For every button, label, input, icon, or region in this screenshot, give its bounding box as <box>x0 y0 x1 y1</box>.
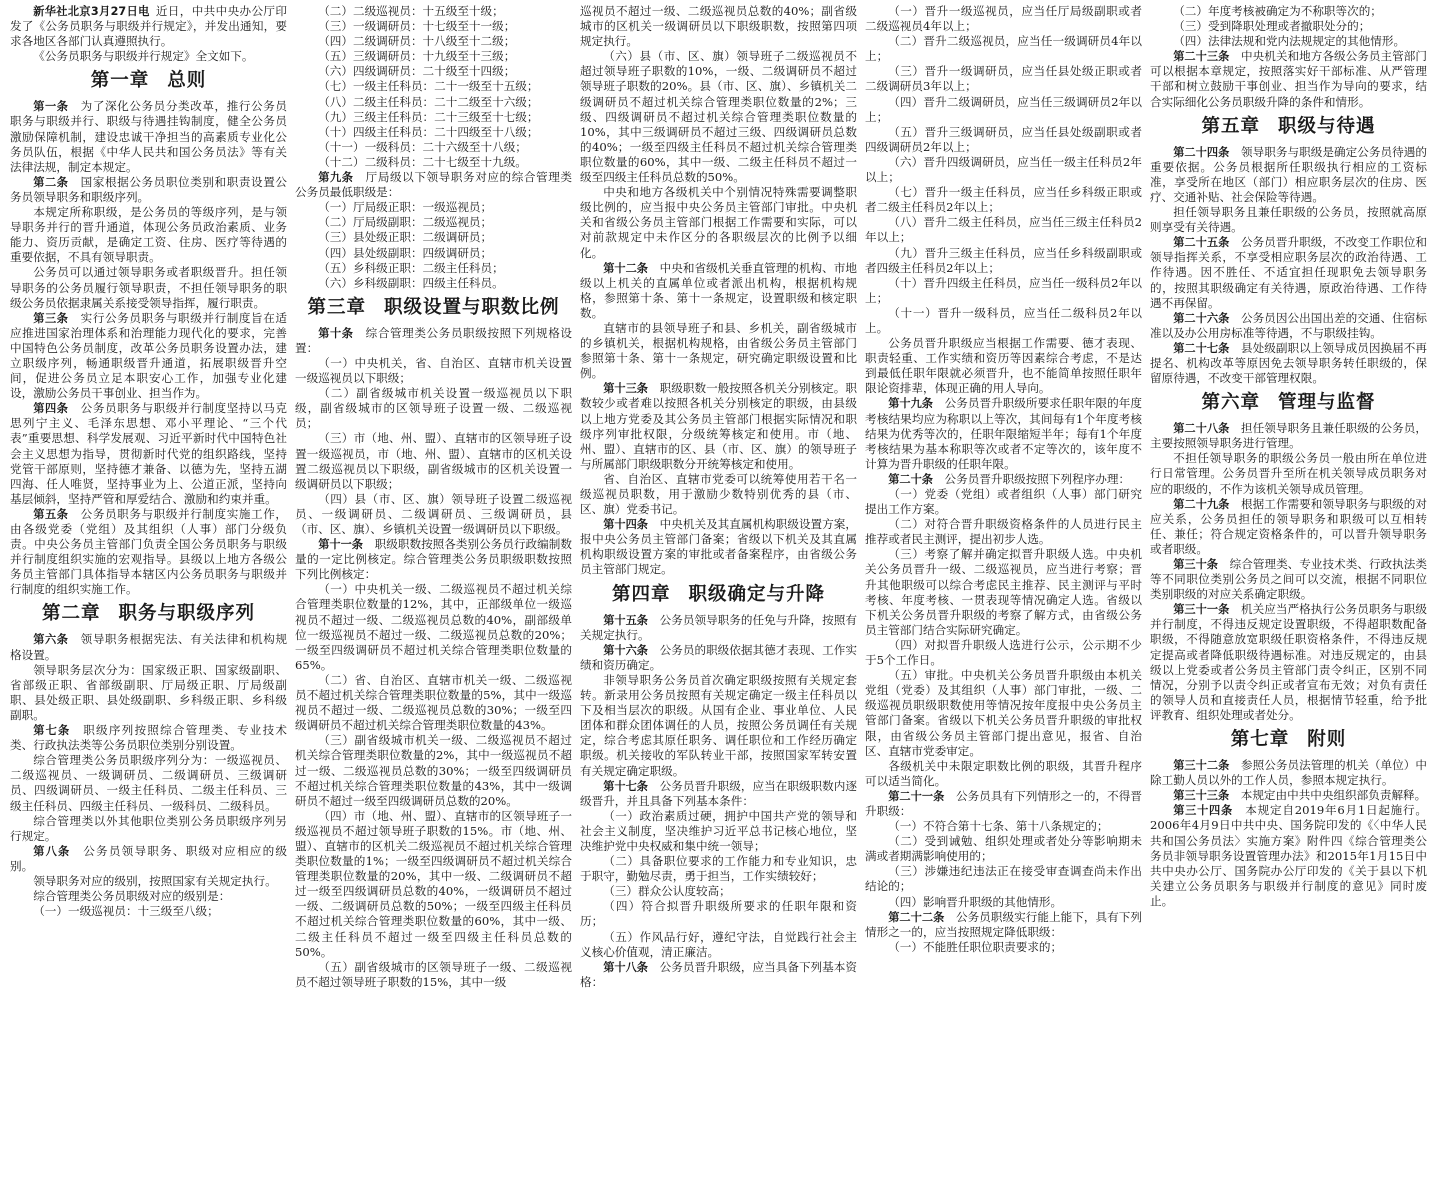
chapter-title: 职级与待遇 <box>1278 115 1376 137</box>
article-paragraph <box>10 175 287 205</box>
paragraph-text: （九）晋升三级主任科员，应当任乡科级副职或者四级主任科员2年以上； <box>865 245 1142 275</box>
body-paragraph <box>865 638 1142 668</box>
paragraph-text: 职级序列按照综合管理类、专业技术类、行政执法类等公务员职位类别分别设置。 <box>10 723 287 753</box>
article-paragraph <box>1150 49 1427 109</box>
paragraph-text: （二）二级巡视员：十五级至十级； <box>318 4 504 18</box>
paragraph-text: （二）对符合晋升职级资格条件的人员进行民主推荐或者民主测评，提出初步人选。 <box>865 517 1142 547</box>
article-paragraph <box>865 472 1142 487</box>
article-paragraph <box>580 779 857 809</box>
article-paragraph <box>580 261 857 321</box>
article-paragraph <box>10 632 287 662</box>
body-paragraph <box>1150 451 1427 496</box>
text-column-2 <box>295 4 572 1171</box>
paragraph-text: （二）副省级城市机关设置一级巡视员以下职级，副省级城市的区领导班子设置一级、二级巡视员； <box>295 386 572 431</box>
body-paragraph <box>865 34 1142 64</box>
body-paragraph <box>580 321 857 381</box>
paragraph-text: 为了深化公务员分类改革，推行公务员职务与职级并行、职级与待遇挂钩制度，健全公务员激励保障机制，建设忠诚干净担当的高素质专业化公务员队伍，根据《中华人民共和国公务员法》等有关法律法规，制定本规定。 <box>10 99 287 174</box>
paragraph-text: （四）影响晋升职级的其他情形。 <box>888 894 1063 909</box>
paragraph-text: 公务员晋升职级，应当在职级职数内逐级晋升，并且具备下列基本条件： <box>580 778 857 808</box>
article-number: 第三十二条 <box>1173 759 1230 773</box>
paragraph-text: （四）法律法规和党内法规规定的其他情形。 <box>1173 34 1406 49</box>
paragraph-text: （二）具备职位要求的工作能力和专业知识，忠于职守，勤勉尽责，勇于担当，工作实绩较好； <box>580 854 857 884</box>
body-paragraph <box>580 472 857 517</box>
paragraph-text: （五）乡科级正职：二级主任科员； <box>318 260 504 275</box>
body-paragraph <box>295 230 572 245</box>
chapter-heading <box>1150 728 1427 752</box>
paragraph-text: （四）市（地、州、盟）、直辖市的区领导班子一级巡视员不超过领导班子职数的15%。市（地、州、盟）、直辖市的区机关二级巡视员不超过机关综合管理类职位数量的1%；一级至四级调研员不超过机关综合管理类职位数量的20%，其中一级、二级调研员不超过一级至四级调研员总数的40%，一级调研员不超过一级、二级调研员总数的50%；一级至四级主任科员不超过机关综合管理类职位数量的60%，其中一级、二级主任科员不超过一级至四级主任科员总数的50%。 <box>295 808 572 959</box>
body-paragraph <box>865 185 1142 215</box>
paragraph-text: 担任领导职务且兼任职级的公务员，主要按照领导职务进行管理。 <box>1150 421 1427 451</box>
body-paragraph <box>295 79 572 94</box>
paragraph-text: （十一）晋升一级科员，应当任二级科员2年以上。 <box>865 305 1142 335</box>
paragraph-text: （二）省、自治区、直辖市机关一级、二级巡视员不超过机关综合管理类职位数量的5%，其中一级巡视员不超过一级、二级巡视员总数的30%；一级至四级调研员不超过机关综合管理类职位数量的43%。 <box>295 672 572 733</box>
article-number: 第六条 <box>33 633 69 647</box>
paragraph-text: （一）不符合第十七条、第十八条规定的； <box>888 819 1109 834</box>
chapter-heading <box>295 296 572 320</box>
paragraph-text: 公务员晋升职级应当根据工作需要、德才表现、职责轻重、工作实绩和资历等因素综合考虑，不是达到最低任职年限就必须晋升，也不能简单按照任职年限论资排辈，体现正确的用人导向。 <box>865 336 1142 396</box>
article-number: 第二十九条 <box>1173 497 1230 511</box>
text-column-4 <box>865 4 1142 1171</box>
article-paragraph <box>1150 557 1427 602</box>
body-paragraph <box>295 64 572 79</box>
paragraph-text: 实行公务员职务与职级并行制度旨在适应推进国家治理体系和治理能力现代化的要求，完善中国特色公务员制度，改革公务员职务设置办法，建立职级序列，畅通职级晋升通道，拓展职级晋升空间，促进公务员立足本职安心工作，加强专业化建设，激励公务员干事创业、担当作为。 <box>10 310 287 401</box>
paragraph-text: 职级职数按照各类别公务员行政编制数量的一定比例核定。综合管理类公务员职级职数按照下列比例核定： <box>295 537 572 582</box>
paragraph-text: （十二）二级科员：二十七级至十九级。 <box>318 154 527 169</box>
body-paragraph <box>295 492 572 537</box>
paragraph-text: 公务员可以通过领导职务或者职级晋升。担任领导职务的公务员履行领导职责，不担任领导职务的职级公务员依据隶属关系接受领导指挥，履行职责。 <box>10 265 287 310</box>
paragraph-text: 公务员晋升职级，应当具备下列基本资格： <box>580 959 857 989</box>
body-paragraph <box>865 64 1142 94</box>
body-paragraph <box>580 899 857 929</box>
article-number: 第三条 <box>33 311 69 325</box>
paragraph-text: （四）县处级副职：四级调研员； <box>318 245 493 260</box>
paragraph-text: （三）一级调研员：十七级至十一级； <box>318 19 516 34</box>
paragraph-text: 公务员因公出国出差的交通、住宿标准以及办公用房标准等待遇，不与职级挂钩。 <box>1150 310 1427 340</box>
paragraph-text: 领导职务对应的级别，按照国家有关规定执行。 <box>33 873 277 888</box>
body-paragraph <box>295 960 572 990</box>
paragraph-text: （一）党委（党组）或者组织（人事）部门研究提出工作方案。 <box>865 487 1142 517</box>
paragraph-text: （二）年度考核被确定为不称职等次的； <box>1173 4 1382 18</box>
body-paragraph <box>295 4 572 19</box>
paragraph-text: （五）审批。中央机关公务员晋升职级由本机关党组（党委）及其组织（人事）部门审批，一级、二级巡视员职级职数使用等情况按年度报中央公务员主管部门备案。省级以下机关公务员晋升职级的审批权限，由省级公务员主管部门提出意见，报省、自治区、直辖市党委审定。 <box>865 668 1142 758</box>
body-paragraph <box>295 110 572 125</box>
paragraph-text: （一）中央机关一级、二级巡视员不超过机关综合管理类职位数量的12%，其中，正部级单位一级巡视员不超过一级、二级巡视员总数的40%，副部级单位一级巡视员不超过一级、二级巡视员总数的20%；一级至四级调研员不超过机关综合管理类职位数量的65%。 <box>295 582 572 672</box>
article-paragraph <box>580 643 857 673</box>
body-paragraph <box>295 261 572 276</box>
body-paragraph <box>295 246 572 261</box>
paragraph-text: 综合管理类公务员职级按照下列规格设置： <box>295 325 572 355</box>
body-paragraph <box>580 673 857 779</box>
paragraph-text: （八）晋升二级主任科员，应当任三级主任科员2年以上； <box>865 215 1142 245</box>
body-paragraph <box>295 140 572 155</box>
article-paragraph <box>1150 311 1427 341</box>
paragraph-text: 领导职务层次分为：国家级正职、国家级副职、省部级正职、省部级副职、厅局级正职、厅局级副职、县处级正职、县处级副职、乡科级正职、乡科级副职。 <box>10 662 287 722</box>
article-number: 第十六条 <box>603 643 649 657</box>
body-paragraph <box>295 733 572 808</box>
body-paragraph <box>865 306 1142 336</box>
body-paragraph <box>865 4 1142 34</box>
body-paragraph <box>865 336 1142 396</box>
paragraph-text: （七）晋升一级主任科员，应当任乡科级正职或者二级主任科员2年以上； <box>865 185 1142 215</box>
body-paragraph <box>865 895 1142 910</box>
paragraph-text: 综合管理类、专业技术类、行政执法类等不同职位类别公务员之间可以交流，根据不同职位类别职级的对应关系确定职级。 <box>1150 557 1427 602</box>
chapter-number: 第二章 <box>41 603 101 625</box>
body-paragraph <box>865 834 1142 864</box>
paragraph-text: 公务员晋升职级，不改变工作职位和领导指挥关系，不享受相应职务层次的政治待遇、工作待遇。因不胜任、不适宜担任现职免去领导职务的，按照其职级确定有关待遇，原政治待遇、工作待遇不再保留。 <box>1150 235 1427 310</box>
article-paragraph <box>295 170 572 200</box>
article-number: 第四条 <box>33 402 69 416</box>
body-paragraph <box>865 759 1142 789</box>
paragraph-text: 厅局级以下领导职务对应的综合管理类公务员最低职级是： <box>295 170 572 200</box>
body-paragraph <box>865 155 1142 185</box>
body-paragraph <box>295 215 572 230</box>
article-paragraph <box>1150 421 1427 451</box>
paragraph-text: （十）四级主任科员：二十四级至十八级； <box>318 124 539 139</box>
article-number: 第二十二条 <box>888 910 945 924</box>
body-paragraph <box>865 215 1142 245</box>
article-paragraph <box>580 381 857 472</box>
paragraph-text: 综合管理类公务员职级序列分为：一级巡视员、二级巡视员、一级调研员、二级调研员、三级调研员、四级调研员、一级主任科员、二级主任科员、三级主任科员、四级主任科员、一级科员、二级科员。 <box>10 753 287 813</box>
paragraph-text: 根据工作需要和领导职务与职级的对应关系，公务员担任的领导职务和职级可以互相转任、兼任；符合规定资格条件的，可以晋升领导职务或者职级。 <box>1150 496 1427 556</box>
article-number: 第二十三条 <box>1173 50 1230 64</box>
paragraph-text: 综合管理类以外其他职位类别公务员职级序列另行规定。 <box>10 813 287 843</box>
body-paragraph <box>865 864 1142 894</box>
body-paragraph <box>295 200 572 215</box>
chapter-number: 第五章 <box>1201 115 1260 137</box>
body-paragraph <box>1150 19 1427 34</box>
body-paragraph <box>1150 4 1427 19</box>
paragraph-text: （一）一级巡视员：十三级至八级； <box>33 904 219 919</box>
article-paragraph <box>1150 788 1427 803</box>
dateline: 新华社北京3月27日电 <box>33 5 150 18</box>
paragraph-text: （一）厅局级正职：一级巡视员； <box>318 200 493 215</box>
paragraph-text: 参照公务员法管理的机关（单位）中除工勤人员以外的工作人员，参照本规定执行。 <box>1150 758 1427 788</box>
paragraph-text: 中央机关和地方各级公务员主管部门可以根据本章规定，按照落实好干部标准、从严管理干部和树立鼓励干事创业、担当作为导向的要求，结合实际细化公务员职级升降的条件和情形。 <box>1150 49 1427 109</box>
paragraph-text: （四）晋升二级调研员，应当任三级调研员2年以上； <box>865 94 1142 124</box>
dateline-paragraph <box>10 4 287 49</box>
article-number: 第五条 <box>33 507 69 521</box>
article-paragraph <box>10 507 287 598</box>
paragraph-text: 公务员晋升职级所要求任职年限的年度考核结果均应为称职以上等次，其间每有1个年度考核结果为优秀等次的，任职年限缩短半年；每有1个年度考核结果为基本称职等次或者不定等次的，该年度不计算为晋升职级的任职年限。 <box>865 396 1142 471</box>
chapter-heading <box>1150 115 1427 139</box>
paragraph-text: （一）政治素质过硬，拥护中国共产党的领导和社会主义制度，坚决维护习近平总书记核心地位，坚决维护党中央权威和集中统一领导； <box>580 808 857 853</box>
paragraph-text: （二）厅局级副职：二级巡视员； <box>318 215 493 230</box>
article-number: 第十四条 <box>603 518 649 532</box>
paragraph-text: （三）涉嫌违纪违法正在接受审查调查尚未作出结论的； <box>865 864 1142 894</box>
body-paragraph <box>580 854 857 884</box>
paragraph-text: 公务员具有下列情形之一的，不得晋升职级： <box>865 788 1142 818</box>
paragraph-text: （三）群众公认度较高； <box>603 884 731 899</box>
body-paragraph <box>1150 205 1427 235</box>
paragraph-text: （一）不能胜任职位职责要求的； <box>888 939 1063 954</box>
body-paragraph <box>295 125 572 140</box>
article-paragraph <box>10 311 287 402</box>
article-paragraph <box>1150 145 1427 205</box>
article-paragraph <box>865 910 1142 940</box>
article-number: 第三十三条 <box>1173 789 1230 803</box>
article-paragraph <box>10 844 287 874</box>
article-paragraph <box>1150 602 1427 723</box>
article-number: 第二十五条 <box>1173 236 1230 250</box>
article-number: 第十一条 <box>318 538 364 552</box>
paragraph-text: （五）晋升三级调研员，应当任县处级副职或者四级调研员2年以上； <box>865 124 1142 154</box>
body-paragraph <box>295 809 572 960</box>
chapter-number: 第三章 <box>307 296 366 318</box>
paragraph-text: （六）乡科级副职：四级主任科员。 <box>318 275 504 290</box>
body-paragraph <box>10 205 287 265</box>
paragraph-text: 机关应当严格执行公务员职务与职级并行制度，不得违反规定设置职级，不得超职数配备职级，不得随意放宽职级任职资格条件，不得违反规定提高或者降低职级待遇标准。对违反规定的，由县级以上党委或者公务员主管部门责令纠正，区别不同情况，分别予以责令纠正或者宣布无效；对负有责任的领导人员和直接责任人员，根据情节轻重，给予批评教育、组织处理或者处分。 <box>1150 602 1427 722</box>
chapter-heading <box>1150 391 1427 415</box>
body-paragraph <box>10 814 287 844</box>
paragraph-text: （四）符合拟晋升职级所要求的任职年限和资历； <box>580 899 857 929</box>
paragraph-text: 中央和省级机关垂直管理的机构、市地级以上机关的直属单位或者派出机构，根据机构规格，参照第十条、第十一条规定，设置职级和核定职数。 <box>580 260 857 320</box>
body-paragraph <box>865 487 1142 517</box>
paragraph-text: 直辖市的县领导班子和县、乡机关，副省级城市的乡镇机关，根据机构规格，由省级公务员主管部门参照第十条、第十一条规定，研究确定职级设置和比例。 <box>580 320 857 381</box>
chapter-title: 管理与监督 <box>1278 392 1376 414</box>
article-paragraph <box>580 960 857 990</box>
article-paragraph <box>10 401 287 507</box>
paragraph-text: （六）晋升四级调研员，应当任一级主任科员2年以上； <box>865 154 1142 185</box>
text-column-1 <box>10 4 287 1171</box>
body-paragraph <box>295 19 572 34</box>
article-number: 第十条 <box>318 326 354 340</box>
body-paragraph <box>295 582 572 673</box>
paragraph-text: （三）市（地、州、盟）、直辖市的区领导班子设置一级巡视员，市（地、州、盟）、直辖市的区机关设置二级巡视员以下职级，副省级城市的区机关设置一级调研员以下职级； <box>295 431 572 491</box>
body-paragraph <box>580 930 857 960</box>
body-paragraph <box>865 246 1142 276</box>
paragraph-text: 领导职务与职级是确定公务员待遇的重要依据。公务员根据所任职级执行相应的工资标准，享受所在地区（部门）相应职务层次的住房、医疗、交通补贴、社会保险等待遇。 <box>1150 144 1427 204</box>
paragraph-text: 公务员职级实行能上能下，具有下列情形之一的，应当按照规定降低职级： <box>865 909 1142 939</box>
body-paragraph <box>295 276 572 291</box>
chapter-number: 第一章 <box>90 70 150 92</box>
paragraph-text: 公务员职务与职级并行制度坚持以马克思列宁主义、毛泽东思想、邓小平理论、“三个代表”重要思想、科学发展观、习近平新时代中国特色社会主义思想为指导，贯彻新时代党的组织路线，坚持党管干部原则，坚持德才兼备、以德为先，坚持五湖四海、任人唯贤，坚持事业为上、公道正派，坚持向基层倾斜，坚持严管和厚爱结合、激励和约束并重。 <box>10 401 287 506</box>
paragraph-text: （九）三级主任科员：二十三级至十七级； <box>318 109 539 124</box>
paragraph-text: 担任领导职务且兼任职级的公务员，按照就高原则享受有关待遇。 <box>1150 205 1427 235</box>
article-number: 第十三条 <box>603 382 649 396</box>
article-paragraph <box>10 99 287 174</box>
article-number: 第十九条 <box>888 397 934 411</box>
body-paragraph <box>10 889 287 904</box>
body-paragraph <box>10 753 287 813</box>
body-paragraph <box>865 125 1142 155</box>
article-number: 第二十一条 <box>888 789 945 803</box>
chapter-title: 职级设置与职数比例 <box>384 296 560 318</box>
paragraph-text: 《公务员职务与职级并行规定》全文如下。 <box>33 49 254 64</box>
body-paragraph <box>865 95 1142 125</box>
text-column-3 <box>580 4 857 1171</box>
article-number: 第十五条 <box>603 613 649 627</box>
body-paragraph <box>10 265 287 310</box>
paragraph-text: （七）一级主任科员：二十一级至十五级； <box>318 79 539 94</box>
chapter-title: 职级确定与升降 <box>688 583 826 605</box>
paragraph-text: （一）晋升一级巡视员，应当任厅局级副职或者二级巡视员4年以上； <box>865 4 1142 34</box>
paragraph-text: （三）晋升一级调研员，应当任县处级正职或者二级调研员3年以上； <box>865 64 1142 94</box>
body-paragraph <box>10 874 287 889</box>
body-paragraph <box>295 95 572 110</box>
paragraph-text: （六）四级调研员：二十级至十四级； <box>318 64 516 79</box>
article-paragraph <box>580 613 857 643</box>
body-paragraph <box>1150 34 1427 49</box>
paragraph-text: （十）晋升四级主任科员，应当任一级科员2年以上； <box>865 275 1142 305</box>
chapter-title: 职务与职级序列 <box>118 603 256 625</box>
body-paragraph <box>295 386 572 431</box>
body-paragraph <box>10 663 287 723</box>
article-paragraph <box>1150 497 1427 557</box>
paragraph-text: 公务员领导职务的任免与升降，按照有关规定执行。 <box>580 612 857 642</box>
paragraph-text: 公务员晋升职级按照下列程序办理： <box>944 471 1131 486</box>
paragraph-text: 国家根据公务员职位类别和职责设置公务员领导职务和职级序列。 <box>10 174 287 204</box>
paragraph-text: 本规定自2019年6月1日起施行。2006年4月9日中共中央、国务院印发的《〈中华人民共和国公务员法〉实施方案》附件四《综合管理类公务员非领导职务设置管理办法》和2015年1月15日中共中央办公厅、国务院办公厅印发的《关于县以下机关建立公务员职务与职级并行制度的意见》同时废止。 <box>1150 803 1427 908</box>
article-number: 第十七条 <box>603 779 649 793</box>
article-number: 第二十四条 <box>1173 145 1230 159</box>
article-number: 第二条 <box>33 175 69 189</box>
body-paragraph <box>295 356 572 386</box>
paragraph-text: （四）对拟晋升职级人选进行公示，公示期不少于5个工作日。 <box>865 637 1142 668</box>
paragraph-text: （二）受到诫勉、组织处理或者处分等影响期未满或者期满影响使用的； <box>865 834 1142 864</box>
article-number: 第二十条 <box>888 472 933 486</box>
paragraph-text: （十一）一级科员：二十六级至十八级； <box>318 139 527 154</box>
body-paragraph <box>295 34 572 49</box>
article-paragraph <box>1150 758 1427 788</box>
paragraph-text: 公务员领导职务、职级对应相应的级别。 <box>10 843 287 873</box>
body-paragraph <box>865 819 1142 834</box>
article-paragraph <box>295 537 572 582</box>
chapter-number: 第七章 <box>1230 729 1290 751</box>
paragraph-text: 巡视员不超过一级、二级巡视员总数的40%；副省级城市的区机关一级调研员以下职级职数，按照第四项规定执行。 <box>580 4 857 49</box>
paragraph-text: （八）二级主任科员：二十二级至十六级； <box>318 94 539 109</box>
article-paragraph <box>865 789 1142 819</box>
paragraph-text: 公务员的职级依据其德才表现、工作实绩和资历确定。 <box>580 642 857 672</box>
article-paragraph <box>580 517 857 577</box>
article-number: 第二十七条 <box>1173 341 1230 355</box>
paragraph-text: （五）三级调研员：十九级至十三级； <box>318 49 516 64</box>
body-paragraph <box>865 547 1142 638</box>
body-paragraph <box>865 276 1142 306</box>
article-number: 第二十八条 <box>1173 422 1230 436</box>
paragraph-text: 非领导职务公务员首次确定职级按照有关规定套转。新录用公务员按照有关规定确定一级主任科员以下及相当层次的职级。从国有企业、事业单位、人民团体和群众团体调任的人员，按照公务员调任有关规定，综合考虑其原任职务、调任职位和工作经历确定职级。机关接收的军队转业干部，按照国家军转安置有关规定确定职级。 <box>580 672 857 778</box>
body-paragraph <box>295 431 572 491</box>
paragraph-text: （三）县处级正职：二级调研员； <box>318 230 493 245</box>
chapter-heading <box>10 69 287 93</box>
paragraph-text: 各级机关中未限定职数比例的职级，其晋升程序可以适当简化。 <box>865 758 1142 788</box>
body-paragraph <box>10 904 287 919</box>
paragraph-text: 县处级副职以上领导成员因换届不再提名、机构改革等原因免去领导职务转任职级的，保留原待遇，不改变干部管理权限。 <box>1150 340 1427 386</box>
body-paragraph <box>865 517 1142 547</box>
body-paragraph <box>580 809 857 854</box>
paragraph-text: （二）晋升二级巡视员，应当任一级调研员4年以上； <box>865 34 1142 64</box>
paragraph-text: 职级职数一般按照各机关分别核定。职数较少或者难以按照各机关分别核定的职级，由县级以上地方党委及其公务员主管部门根据实际情况和职级序列审批权限，分级统筹核定和使用。市（地、州、盟）、直辖市的区、县（市、区、旗）的领导班子与所属部门职级职数分开统筹核定和使用。 <box>580 381 857 471</box>
body-paragraph <box>865 940 1142 955</box>
article-number: 第二十六条 <box>1173 311 1230 325</box>
article-number: 第三十条 <box>1173 558 1219 571</box>
paragraph-text: （三）受到降职处理或者撤职处分的； <box>1173 19 1371 34</box>
paragraph-text: 综合管理类公务员职级对应的级别是： <box>33 889 231 904</box>
article-number: 第三十一条 <box>1173 603 1230 617</box>
text-column-5 <box>1150 4 1427 1171</box>
article-number: 第九条 <box>318 171 354 185</box>
body-paragraph <box>295 673 572 733</box>
body-paragraph <box>865 668 1142 759</box>
paragraph-text: 省、自治区、直辖市党委可以统筹使用若干名一级巡视员职数，用于激励少数特别优秀的县（市、区、旗）党委书记。 <box>580 471 857 517</box>
body-paragraph <box>295 155 572 170</box>
paragraph-text: （五）作风品行好，遵纪守法，自觉践行社会主义核心价值观，清正廉洁。 <box>580 929 857 959</box>
article-paragraph <box>295 326 572 356</box>
chapter-number: 第四章 <box>611 583 671 605</box>
body-paragraph <box>10 49 287 64</box>
paragraph-text: （一）中央机关，省、自治区、直辖市机关设置一级巡视员以下职级； <box>295 355 572 386</box>
article-number: 第十二条 <box>603 261 649 275</box>
article-number: 第七条 <box>33 724 71 738</box>
article-paragraph <box>1150 235 1427 310</box>
body-paragraph <box>580 185 857 260</box>
article-number: 第十八条 <box>603 960 649 974</box>
article-number: 第八条 <box>33 844 71 858</box>
body-paragraph <box>580 4 857 49</box>
paragraph-text: 不担任领导职务的职级公务员一般由所在单位进行日常管理。公务员晋升至所在机关领导成员职务对应的职级的，不作为该机关领导成员管理。 <box>1150 451 1427 496</box>
chapter-title: 附则 <box>1307 729 1347 751</box>
article-number: 第三十四条 <box>1173 804 1233 818</box>
chapter-title: 总则 <box>167 70 207 92</box>
paragraph-text: （三）副省级城市机关一级、二级巡视员不超过机关综合管理类职位数量的2%，其中一级巡视员不超过一级、二级巡视员总数的30%；一级至四级调研员不超过机关综合管理类职位数量的43%，其中一级调研员不超过一级至四级调研员总数的20%。 <box>295 733 572 808</box>
body-paragraph <box>295 49 572 64</box>
chapter-number: 第六章 <box>1201 392 1260 414</box>
paragraph-text: （六）县（市、区、旗）领导班子二级巡视员不超过领导班子职数的10%，一级、二级调研员不超过领导班子职数的20%。县（市、区、旗）、乡镇机关二级调研员不超过机关综合管理类职位数量的2%；三级、四级调研员不超过机关综合管理类职位数量的10%，其中三级调研员不超过三级、四级调研员总数的40%；一级至四级主任科员不超过机关综合管理类职位数量的60%，其中一级、二级主任科员不超过一级至四级主任科员总数的50%。 <box>580 49 857 185</box>
paragraph-text: 公务员职务与职级并行制度实施工作，由各级党委（党组）及其组织（人事）部门分级负责。中央公务员主管部门负责全国公务员职务与职级并行制度组织实施的宏观指导。县级以上地方各级公务员主管部门具体指导本辖区内公务员职务与职级并行制度的组织实施工作。 <box>10 506 287 597</box>
paragraph-text: 近日，中共中央办公厅印发了《公务员职务与职级并行规定》，并发出通知，要求各地区各部门认真遵照执行。 <box>10 4 287 49</box>
body-paragraph <box>580 49 857 185</box>
paragraph-text: 本规定由中共中央组织部负责解释。 <box>1240 788 1427 803</box>
body-paragraph <box>580 884 857 899</box>
paragraph-text: 中央机关及其直属机构职级设置方案，报中央公务员主管部门备案；省级以下机关及其直属机构职级设置方案的审批或者备案程序，由省级公务员主管部门规定。 <box>580 517 857 577</box>
article-paragraph <box>10 723 287 753</box>
paragraph-text: （五）副省级城市的区领导班子一级、二级巡视员不超过领导班子职数的15%，其中一级 <box>295 959 572 989</box>
chapter-heading <box>580 583 857 607</box>
paragraph-text: 本规定所称职级，是公务员的等级序列，是与领导职务并行的晋升通道，体现公务员政治素质、业务能力、资历贡献，是确定工资、住房、医疗等待遇的重要依据，不具有领导职责。 <box>10 205 287 265</box>
paragraph-text: （三）考察了解并确定拟晋升职级人选。中央机关公务员晋升一级、二级巡视员，应当进行考察；晋升其他职级可以综合考虑民主推荐、民主测评与平时考核、年度考核、一贯表现等情况确定人选。省级以下机关公务员晋升职级的考察了解方式，由省级公务员主管部门结合实际研究确定。 <box>865 547 1142 637</box>
paragraph-text: （四）县（市、区、旗）领导班子设置二级巡视员、一级调研员、二级调研员、三级调研员，县（市、区、旗）、乡镇机关设置一级调研员以下职级。 <box>295 491 572 536</box>
article-number: 第一条 <box>33 100 69 114</box>
article-paragraph <box>1150 341 1427 386</box>
paragraph-text: 中央和地方各级机关中个别情况特殊需要调整职级比例的，应当报中央公务员主管部门审批。中央机关和省级公务员主管部门根据工作需要和实际，可以对前款规定中未作区分的各职级层次的比例予以细化。 <box>580 185 857 260</box>
paragraph-text: 领导职务根据宪法、有关法律和机构规格设置。 <box>10 632 287 662</box>
article-paragraph <box>1150 803 1427 909</box>
article-paragraph <box>865 396 1142 471</box>
chapter-heading <box>10 602 287 626</box>
paragraph-text: （四）二级调研员：十八级至十二级； <box>318 34 516 49</box>
